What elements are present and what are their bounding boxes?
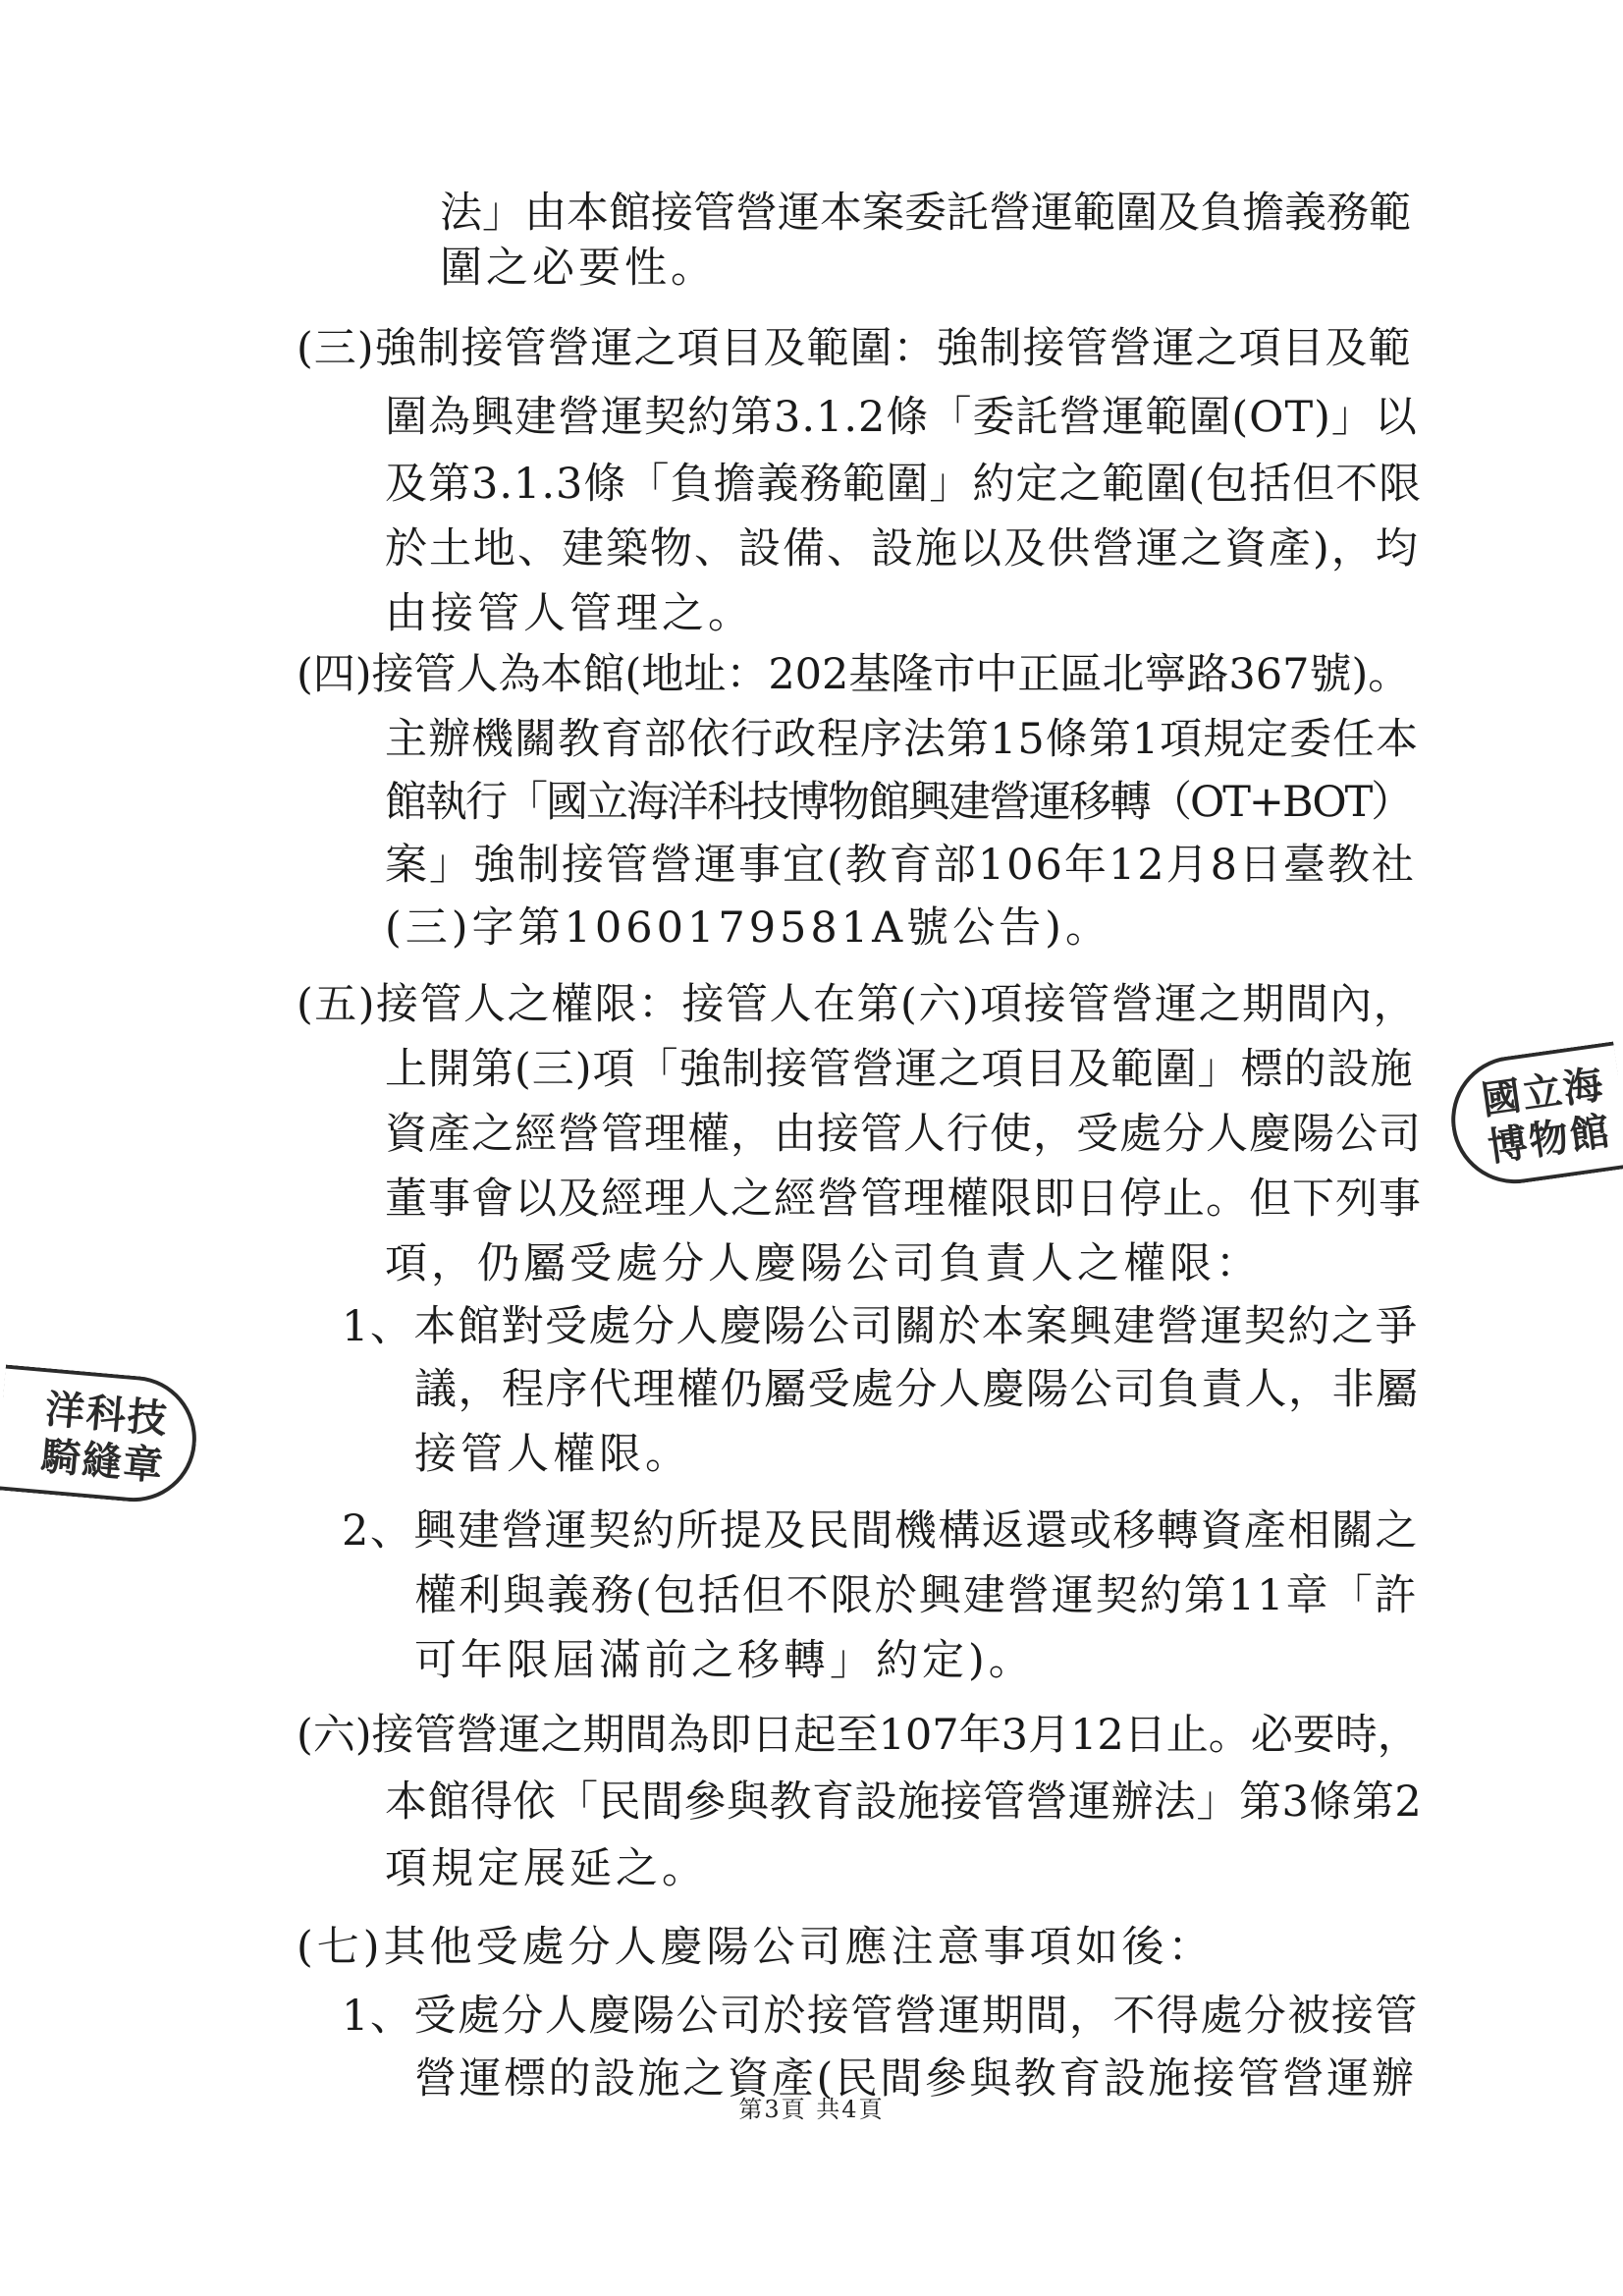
text-line: 法」由本館接管營運本案委託營運範圍及負擔義務範	[440, 189, 1411, 238]
text-line: 接管人權限。	[414, 1430, 691, 1479]
text-line: 2、興建營運契約所提及民間機構返還或移轉資產相關之	[342, 1506, 1419, 1556]
text-line: 由接管人管理之。	[385, 589, 754, 638]
text-line: 於土地、建築物、設備、設施以及供營運之資產)，均	[385, 524, 1420, 574]
text-line: (七)其他受處分人慶陽公司應注意事項如後：	[297, 1923, 1215, 1972]
text-line: 項，仍屬受處分人慶陽公司負責人之權限：	[385, 1239, 1262, 1288]
text-line: 權利與義務(包括但不限於興建營運契約第11章「許	[414, 1571, 1419, 1620]
text-line: 董事會以及經理人之經營管理權限即日停止。但下列事	[385, 1175, 1422, 1224]
text-line: 主辦機關教育部依行政程序法第15條第1項規定委任本	[385, 715, 1420, 764]
text-line: 圍為興建營運契約第3.1.2條「委託營運範圍(OT)」以	[385, 393, 1418, 442]
stamp-text: 博物館	[1485, 1107, 1614, 1171]
text-line: 項規定展延之。	[385, 1844, 708, 1893]
text-line: 本館得依「民間參與教育設施接管營運辦法」第3條第2	[385, 1777, 1423, 1827]
text-line: 1、受處分人慶陽公司於接管營運期間，不得處分被接管	[342, 1992, 1419, 2041]
text-line: 資產之經營管理權，由接管人行使，受處分人慶陽公司	[385, 1110, 1422, 1159]
text-line: 議，程序代理權仍屬受處分人慶陽公司負責人，非屬	[414, 1365, 1420, 1414]
text-line: (四)接管人為本館(地址：202基隆市中正區北寧路367號)。	[297, 650, 1411, 699]
text-line: 1、本館對受處分人慶陽公司關於本案興建營運契約之爭	[342, 1302, 1419, 1351]
text-line: (三)強制接管營運之項目及範圍：強制接管營運之項目及範	[297, 324, 1412, 373]
seam-seal-stamp	[0, 1365, 201, 1507]
seam-seal-stamp	[1443, 1041, 1623, 1191]
text-line: 圍之必要性。	[440, 244, 717, 293]
text-line: 營運標的設施之資產(民間參與教育設施接管營運辦	[414, 2054, 1417, 2104]
text-line: 及第3.1.3條「負擔義務範圍」約定之範圍(包括但不限	[385, 460, 1423, 509]
stamp-text: 洋科技	[43, 1386, 171, 1444]
text-line: 館執行「國立海洋科技博物館興建營運移轉（OT+BOT）	[385, 778, 1412, 827]
text-line: (六)接管營運之期間為即日起至107年3月12日止。必要時，	[297, 1711, 1420, 1760]
text-line: 上開第(三)項「強制接管營運之項目及範圍」標的設施	[385, 1045, 1414, 1094]
page-number: 第3頁 共4頁	[738, 2096, 885, 2123]
stamp-text: 國立海	[1478, 1061, 1608, 1124]
text-line: 可年限屆滿前之移轉」約定)。	[414, 1636, 1035, 1685]
text-line: (五)接管人之權限：接管人在第(六)項接管營運之期間內，	[297, 980, 1418, 1029]
text-line: 案」強制接管營運事宜(教育部106年12月8日臺教社	[385, 841, 1416, 890]
stamp-text: 騎縫章	[38, 1433, 167, 1490]
text-line: (三)字第1060179581A號公告)。	[385, 903, 1111, 953]
